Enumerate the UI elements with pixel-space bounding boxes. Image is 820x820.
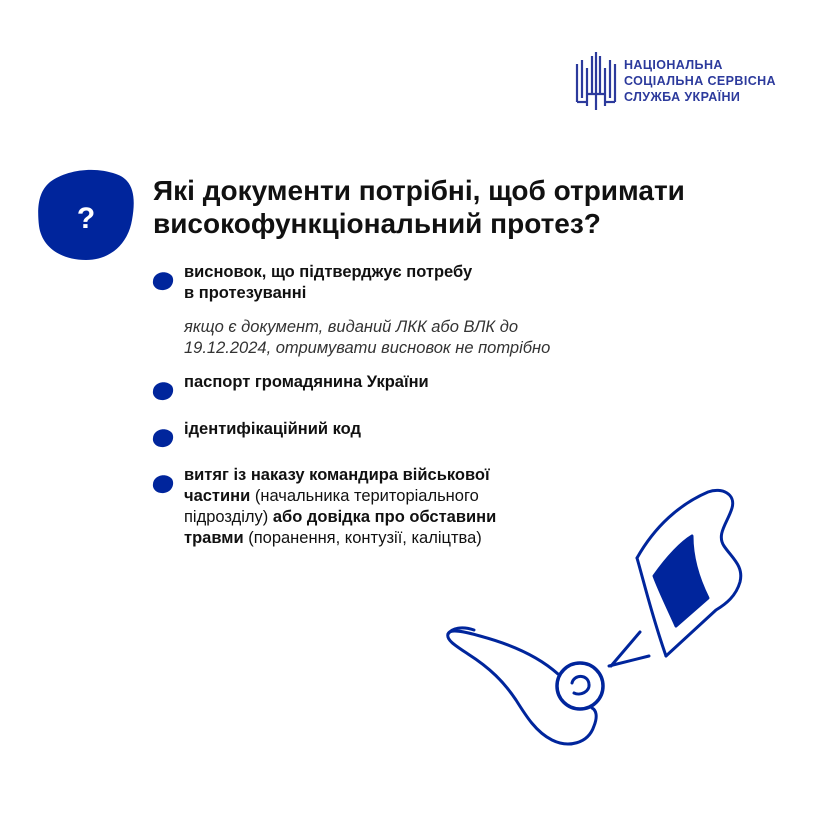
logo-line-2: СОЦІАЛЬНА СЕРВІСНА — [624, 74, 776, 88]
bullet-icon — [152, 381, 174, 401]
bullet-icon — [152, 474, 174, 494]
bullet-icon — [152, 271, 174, 291]
normal-text: (поранення, контузії, каліцтва) — [243, 529, 482, 547]
question-mark: ? — [76, 202, 96, 235]
bold-text: частини — [184, 487, 251, 505]
note-line: 19.12.2024, отримувати висновок не потрібно — [184, 339, 551, 357]
nssu-logo-icon — [574, 50, 618, 112]
bullet-icon — [152, 428, 174, 448]
question-blob-icon — [36, 168, 138, 262]
item-line: в протезуванні — [184, 284, 307, 302]
normal-text: підрозділу) — [184, 508, 273, 526]
logo-text — [624, 57, 776, 105]
bold-text: або довідка про обставини — [272, 508, 497, 526]
item-text — [184, 262, 594, 304]
prosthetic-leg-icon — [440, 486, 750, 756]
page-title — [153, 174, 793, 240]
item-line: висновок, що підтверджує потребу — [184, 263, 473, 281]
item-text: ідентифікаційний код — [184, 420, 361, 438]
logo-line-3: СЛУЖБА УКРАЇНИ — [624, 90, 741, 104]
note-line: якщо є документ, виданий ЛКК або ВЛК до — [184, 318, 519, 336]
title-line-1: Які документи потрібні, щоб отримати — [153, 175, 685, 206]
item-note — [184, 317, 624, 359]
normal-text: (начальника територіального — [250, 487, 479, 505]
title-line-2: високофункціональний протез? — [153, 208, 601, 239]
bold-text: травми — [184, 529, 244, 547]
item-text: паспорт громадянина України — [184, 373, 429, 391]
nssu-logo — [574, 50, 776, 112]
bold-text: витяг із наказу командира військової — [184, 466, 490, 484]
logo-line-1: НАЦІОНАЛЬНА — [624, 58, 723, 72]
